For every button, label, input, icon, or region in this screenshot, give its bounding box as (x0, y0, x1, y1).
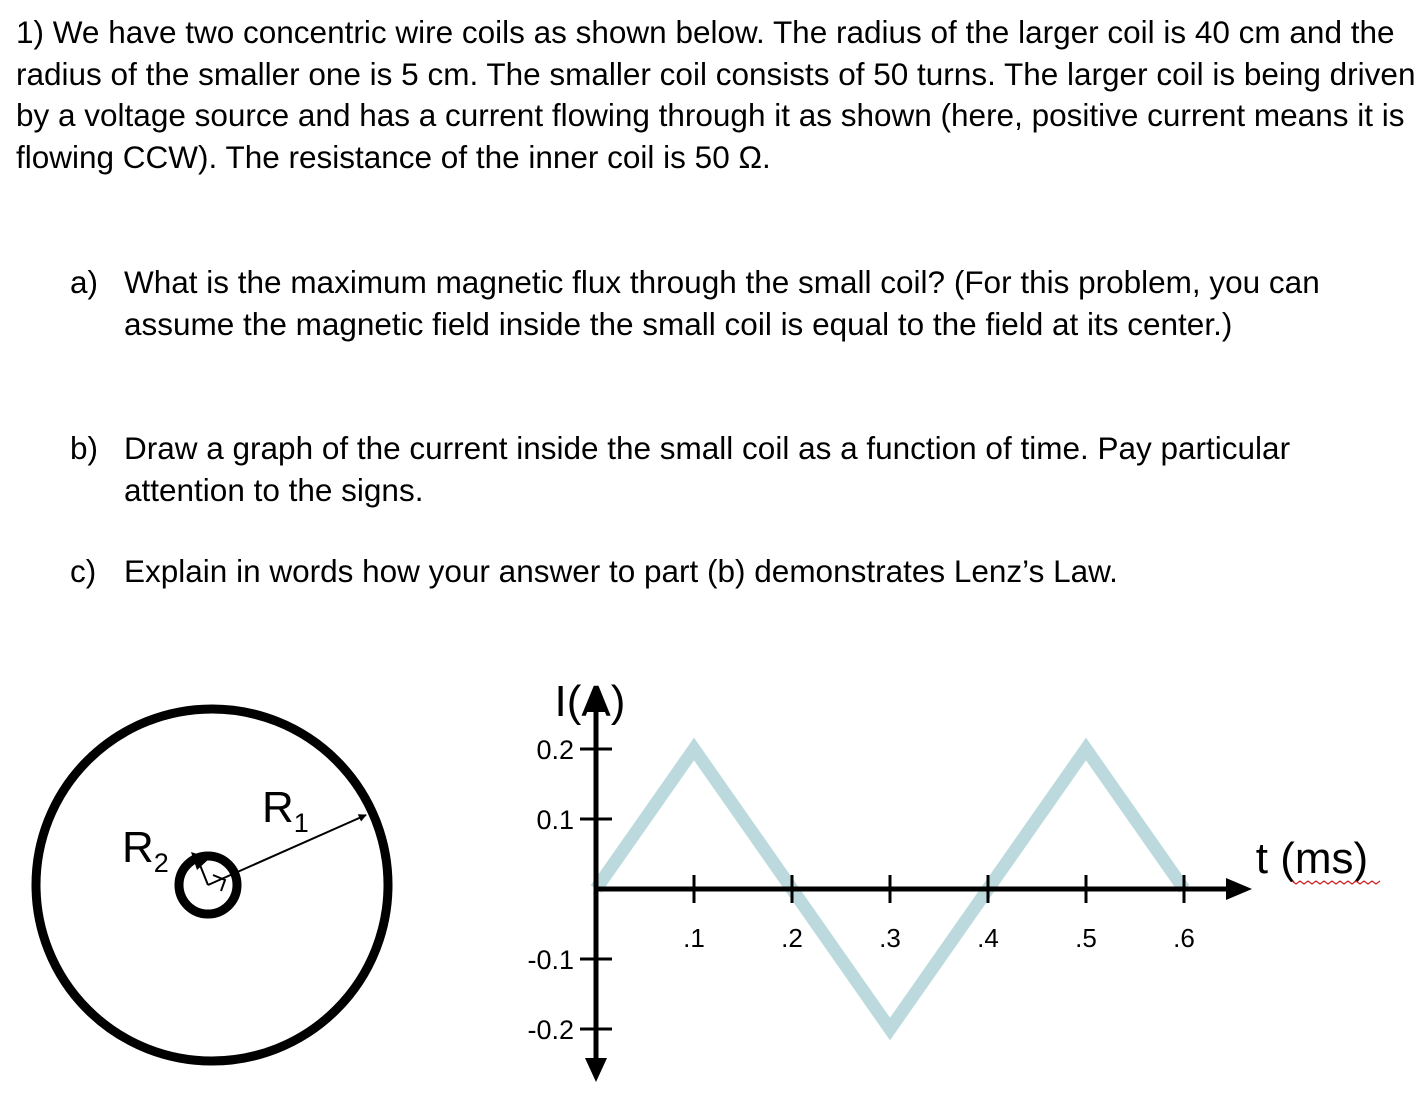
coil-diagram (36, 709, 388, 1061)
x-tick-label-4: .4 (977, 923, 999, 953)
x-tick-label-5: .5 (1075, 923, 1097, 953)
r1-label (262, 783, 309, 838)
outer-coil (36, 709, 388, 1061)
r2-letter: R (122, 823, 154, 872)
problem-intro: 1) We have two concentric wire coils as shown below. The radius of the larger coil is 40 cm and the radius of the smaller one is 5 cm. The smaller coil consists of 50 turns. The larger coil is being driven by a voltage source and has a current flowing through it as shown (here, positive current means it is flowing CCW). The resistance of the inner coil is 50 Ω. (16, 14, 1416, 175)
x-axis-arrow (1226, 878, 1252, 900)
question-a-text: What is the maximum magnetic flux through the small coil? (For this problem, you can assume the magnetic field inside the small coil is equal to the field at its center.) (124, 264, 1320, 342)
question-b-text: Draw a graph of the current inside the small coil as a function of time. Pay particular attention to the signs. (124, 430, 1291, 508)
question-a-label: a) (70, 264, 99, 300)
y-tick-label-2: 0.1 (536, 805, 574, 835)
y-axis-label: I(A) (554, 677, 626, 726)
r1-letter: R (262, 783, 294, 832)
question-b-label: b) (70, 430, 99, 466)
question-c-text: Explain in words how your answer to part (b) demonstrates Lenz’s Law. (124, 553, 1118, 589)
x-tick-label-3: .3 (879, 923, 901, 953)
y-tick-label-4: -0.2 (527, 1015, 574, 1045)
y-tick-label-1: 0.2 (536, 735, 574, 765)
y-axis-arrow-down (585, 1058, 607, 1082)
x-axis-label: t (ms) (1255, 834, 1369, 883)
r1-subscript: 1 (293, 808, 309, 838)
current-vs-time-chart (527, 677, 1380, 1082)
r2-subscript: 2 (153, 848, 169, 878)
r2-label (122, 823, 169, 878)
question-c-label: c) (70, 553, 97, 589)
x-tick-label-2: .2 (781, 923, 803, 953)
x-tick-label-1: .1 (683, 923, 705, 953)
y-tick-label-3: -0.1 (527, 945, 574, 975)
x-tick-label-6: .6 (1173, 923, 1195, 953)
